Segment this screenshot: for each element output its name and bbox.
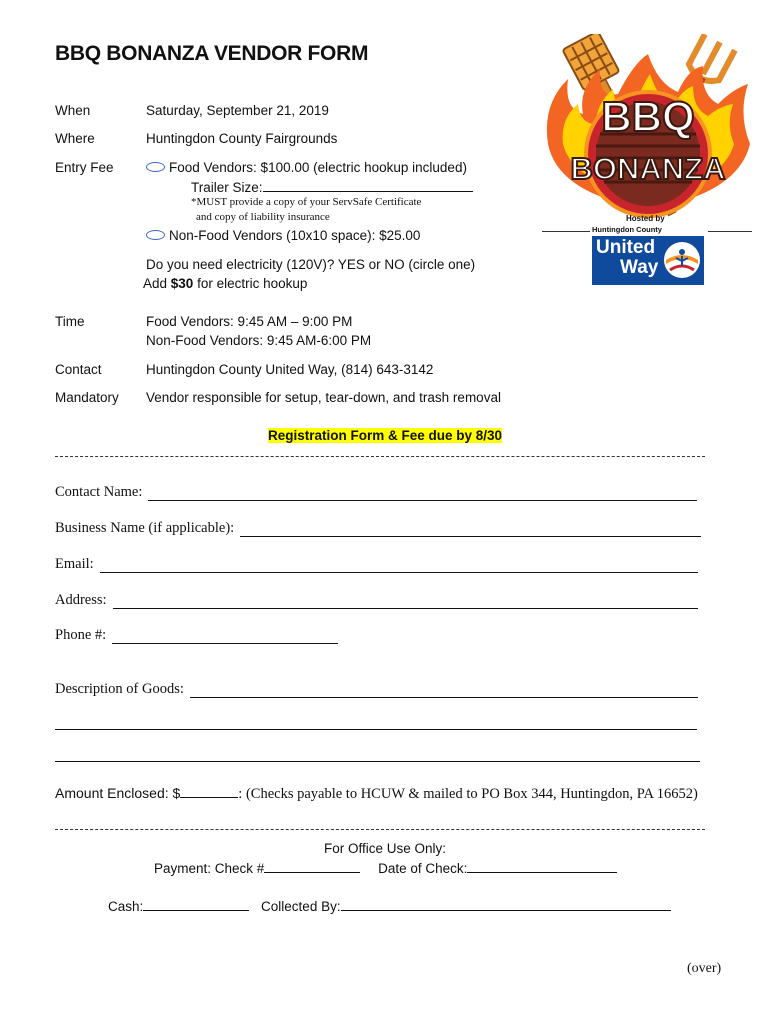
description-line-2[interactable] — [55, 729, 697, 730]
bbq-bonanza-logo — [538, 34, 758, 294]
contact-name-label: Contact Name: — [55, 484, 143, 500]
amount-enclosed-row — [55, 785, 698, 803]
business-name-row — [55, 520, 701, 537]
divider-bottom — [55, 829, 705, 830]
description-field[interactable] — [190, 684, 698, 698]
united-way-text-2: Way — [620, 257, 659, 278]
collected-by-field[interactable] — [341, 898, 671, 911]
description-row — [55, 681, 698, 698]
email-row — [55, 556, 698, 573]
trailer-size-field[interactable] — [263, 179, 473, 192]
amount-enclosed-label: Amount Enclosed: $ — [55, 785, 181, 801]
business-name-field[interactable] — [240, 523, 701, 537]
food-vendor-option[interactable] — [146, 160, 467, 175]
address-field[interactable] — [113, 595, 698, 609]
time-label: Time — [55, 314, 85, 329]
email-field[interactable] — [100, 559, 698, 573]
where-label: Where — [55, 131, 95, 146]
contact-name-field[interactable] — [148, 487, 697, 501]
contact-label: Contact — [55, 362, 102, 377]
address-row — [55, 592, 698, 609]
nonfood-vendor-option[interactable] — [146, 228, 420, 243]
collected-by-label: Collected By: — [261, 899, 341, 914]
hosted-by-label: Hosted by — [626, 214, 665, 223]
phone-label: Phone #: — [55, 627, 107, 643]
business-name-label: Business Name (if applicable): — [55, 520, 235, 536]
payment-check-label: Payment: Check # — [154, 861, 265, 876]
united-way-logo — [592, 236, 704, 285]
trailer-size-label: Trailer Size: — [191, 180, 263, 195]
nonfood-vendor-option-text: Non-Food Vendors (10x10 space): $25.00 — [169, 228, 421, 243]
electric-add-prefix: Add — [143, 276, 171, 291]
amount-enclosed-field[interactable] — [180, 785, 238, 798]
food-vendor-oval-checkbox[interactable] — [146, 162, 165, 172]
cash-row — [108, 898, 671, 914]
nonfood-vendor-oval-checkbox[interactable] — [146, 230, 165, 240]
servsafe-note-line2: and copy of liability insurance — [196, 211, 330, 223]
host-name: Huntingdon County — [592, 225, 662, 234]
electric-add-suffix: for electric hookup — [193, 276, 308, 291]
servsafe-note-line1: *MUST provide a copy of your ServSafe Certificate — [191, 196, 422, 208]
time-food-vendors: Food Vendors: 9:45 AM – 9:00 PM — [146, 314, 353, 329]
united-way-text-1: United — [596, 237, 656, 258]
electric-hookup-note — [143, 276, 307, 291]
logo-text-bbq: BBQ — [601, 93, 695, 140]
food-vendor-option-text: Food Vendors: $100.00 (electric hookup included) — [169, 160, 467, 175]
contact-value: Huntingdon County United Way, (814) 643-3142 — [146, 362, 434, 377]
registration-due-notice: Registration Form & Fee due by 8/30 — [267, 428, 503, 443]
hosted-divider-right — [708, 231, 752, 232]
amount-enclosed-note: : (Checks payable to HCUW & mailed to PO Box 344, Huntingdon, PA 16652) — [238, 786, 698, 802]
electricity-question[interactable]: Do you need electricity (120V)? YES or NO (circle one) — [146, 257, 476, 272]
mandatory-label: Mandatory — [55, 390, 119, 405]
time-nonfood-vendors: Non-Food Vendors: 9:45 AM-6:00 PM — [146, 333, 372, 348]
contact-name-row — [55, 484, 697, 501]
when-label: When — [55, 103, 91, 118]
address-label: Address: — [55, 592, 107, 608]
united-way-hand-icon — [662, 240, 702, 280]
page-title: BBQ BONANZA VENDOR FORM — [55, 42, 369, 65]
hosted-divider-left — [542, 231, 590, 232]
where-value: Huntingdon County Fairgrounds — [146, 131, 338, 146]
over-footer: (over) — [687, 961, 722, 976]
description-line-3[interactable] — [55, 761, 700, 762]
office-use-heading: For Office Use Only: — [323, 841, 447, 856]
divider-top — [55, 456, 705, 457]
phone-row — [55, 627, 338, 644]
payment-row — [154, 860, 617, 876]
email-label: Email: — [55, 556, 94, 572]
date-of-check-label: Date of Check: — [378, 861, 468, 876]
mandatory-value: Vendor responsible for setup, tear-down, and trash removal — [146, 390, 501, 405]
trailer-size-row — [191, 179, 473, 195]
date-of-check-field[interactable] — [467, 860, 617, 873]
description-label: Description of Goods: — [55, 681, 184, 697]
when-value: Saturday, September 21, 2019 — [146, 103, 329, 118]
phone-field[interactable] — [112, 630, 338, 644]
cash-field[interactable] — [143, 898, 249, 911]
cash-label: Cash: — [108, 899, 144, 914]
check-number-field[interactable] — [264, 860, 360, 873]
logo-text-bonanza: BONANZA — [570, 151, 726, 186]
entry-fee-label: Entry Fee — [55, 160, 114, 175]
registration-due-notice-wrap — [0, 428, 770, 443]
electric-add-amount: $30 — [170, 276, 194, 291]
